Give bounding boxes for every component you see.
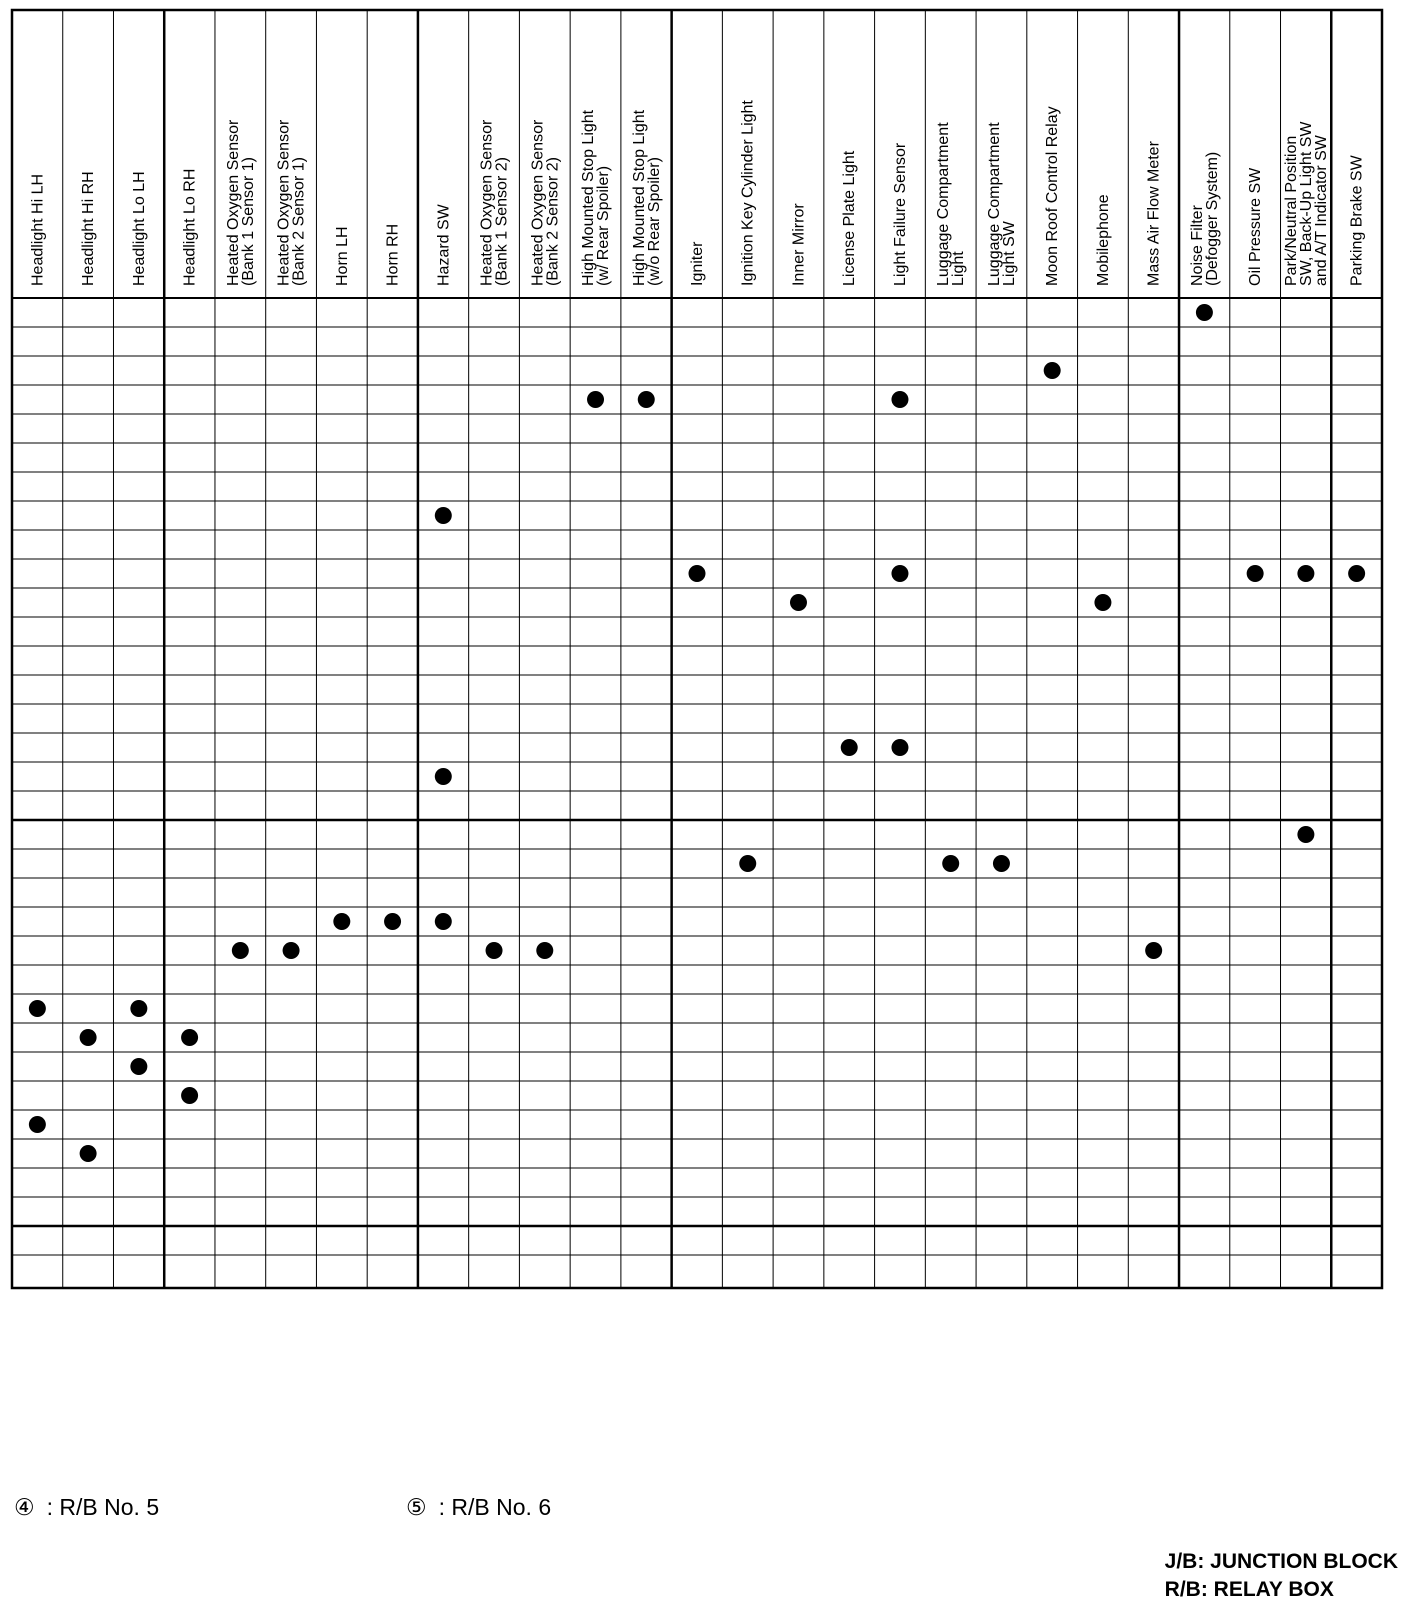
column-header-label: Luggage Compartment [935, 122, 953, 286]
connection-dot [536, 942, 553, 959]
legend-text-rb6: : R/B No. 6 [438, 1494, 552, 1520]
column-header-label: Light [950, 251, 968, 286]
connection-dot [841, 739, 858, 756]
connection-dot [1297, 826, 1314, 843]
connection-dot [130, 1058, 147, 1075]
column-header-label: Moon Roof Control Relay [1044, 106, 1062, 286]
connection-dot [689, 565, 706, 582]
connection-dot [486, 942, 503, 959]
connection-dot [587, 391, 604, 408]
column-header-label: (Bank 1 Sensor 2) [493, 157, 511, 286]
column-header-label: Mobilephone [1094, 194, 1112, 286]
connection-dot [1348, 565, 1365, 582]
connection-dot [181, 1029, 198, 1046]
column-header-label: Mass Air Flow Meter [1145, 141, 1163, 286]
connection-dot [29, 1000, 46, 1017]
legend-text-rb5: : R/B No. 5 [46, 1494, 160, 1520]
column-header-label: Ignition Key Cylinder Light [739, 100, 757, 286]
connection-dot [891, 565, 908, 582]
column-header-label: Horn LH [333, 226, 351, 286]
circled-number-4: ④ [14, 1494, 35, 1520]
connection-dot [232, 942, 249, 959]
abbreviation-rb: R/B: RELAY BOX [1164, 1578, 1334, 1601]
connection-dot [790, 594, 807, 611]
column-header-label: (w/ Rear Spoiler) [595, 165, 613, 286]
column-header-label: SW, Back-Up Light SW [1297, 121, 1315, 286]
connection-dot [993, 855, 1010, 872]
column-header-label: Inner Mirror [790, 203, 808, 286]
column-header-label: License Plate Light [841, 150, 859, 286]
connection-dot [1145, 942, 1162, 959]
connection-dot [435, 913, 452, 930]
connection-dot [435, 507, 452, 524]
connection-dot [435, 768, 452, 785]
column-header-label: Noise Filter [1188, 205, 1206, 286]
column-header-label: Headlight Hi RH [80, 171, 98, 286]
connection-dot [384, 913, 401, 930]
column-header-label: (Bank 2 Sensor 2) [544, 157, 562, 286]
connection-dot [942, 855, 959, 872]
legend-item-rb6 [406, 1494, 551, 1521]
column-header-label: High Mounted Stop Light [630, 109, 648, 286]
column-header-label: (Defogger System) [1203, 151, 1221, 286]
connection-dot [1044, 362, 1061, 379]
connection-dot [891, 391, 908, 408]
column-header-label: Light SW [1000, 221, 1018, 286]
column-header-label: (w/o Rear Spoiler) [645, 157, 663, 286]
abbreviation-notes [1165, 1548, 1398, 1604]
column-header-label: Parking Brake SW [1348, 155, 1366, 286]
legend-item-rb5 [14, 1494, 159, 1521]
table-frame [12, 10, 1382, 1288]
column-header-label: Heated Oxygen Sensor [224, 119, 242, 286]
column-header-label: Headlight Lo RH [181, 168, 199, 286]
connection-dot [1196, 304, 1213, 321]
column-header-label: Igniter [689, 241, 706, 286]
column-header-label: Heated Oxygen Sensor [529, 119, 547, 286]
connection-dot [130, 1000, 147, 1017]
column-header-label: Headlight Hi LH [29, 173, 47, 286]
circled-number-5: ⑤ [406, 1494, 427, 1520]
connection-dot [1094, 594, 1111, 611]
column-header-label: Heated Oxygen Sensor [478, 119, 496, 286]
column-header-label: Park/Neutral Position [1282, 135, 1300, 286]
column-header-label: (Bank 1 Sensor 1) [239, 157, 257, 286]
connection-dot [80, 1029, 97, 1046]
column-header-label: Light Failure Sensor [891, 142, 909, 286]
connection-dot [181, 1087, 198, 1104]
column-header-label: Oil Pressure SW [1247, 167, 1265, 286]
abbreviation-jb: J/B: JUNCTION BLOCK [1164, 1550, 1398, 1573]
connection-dot [1247, 565, 1264, 582]
column-header-label: and A/T Indicator SW [1312, 135, 1330, 286]
connection-dot [638, 391, 655, 408]
column-header-label: Luggage Compartment [985, 122, 1003, 286]
column-header-label: Headlight Lo LH [130, 171, 148, 286]
column-header-label: (Bank 2 Sensor 1) [290, 157, 308, 286]
connection-dot [29, 1116, 46, 1133]
connection-dot [283, 942, 300, 959]
column-header-label: Hazard SW [435, 204, 453, 286]
connection-dot [891, 739, 908, 756]
connection-dot [333, 913, 350, 930]
connection-dot [80, 1145, 97, 1162]
column-header-label: Heated Oxygen Sensor [275, 119, 293, 286]
connection-dot [739, 855, 756, 872]
column-header-label: Horn RH [384, 223, 402, 286]
connection-dot [1297, 565, 1314, 582]
column-header-label: High Mounted Stop Light [580, 109, 598, 286]
